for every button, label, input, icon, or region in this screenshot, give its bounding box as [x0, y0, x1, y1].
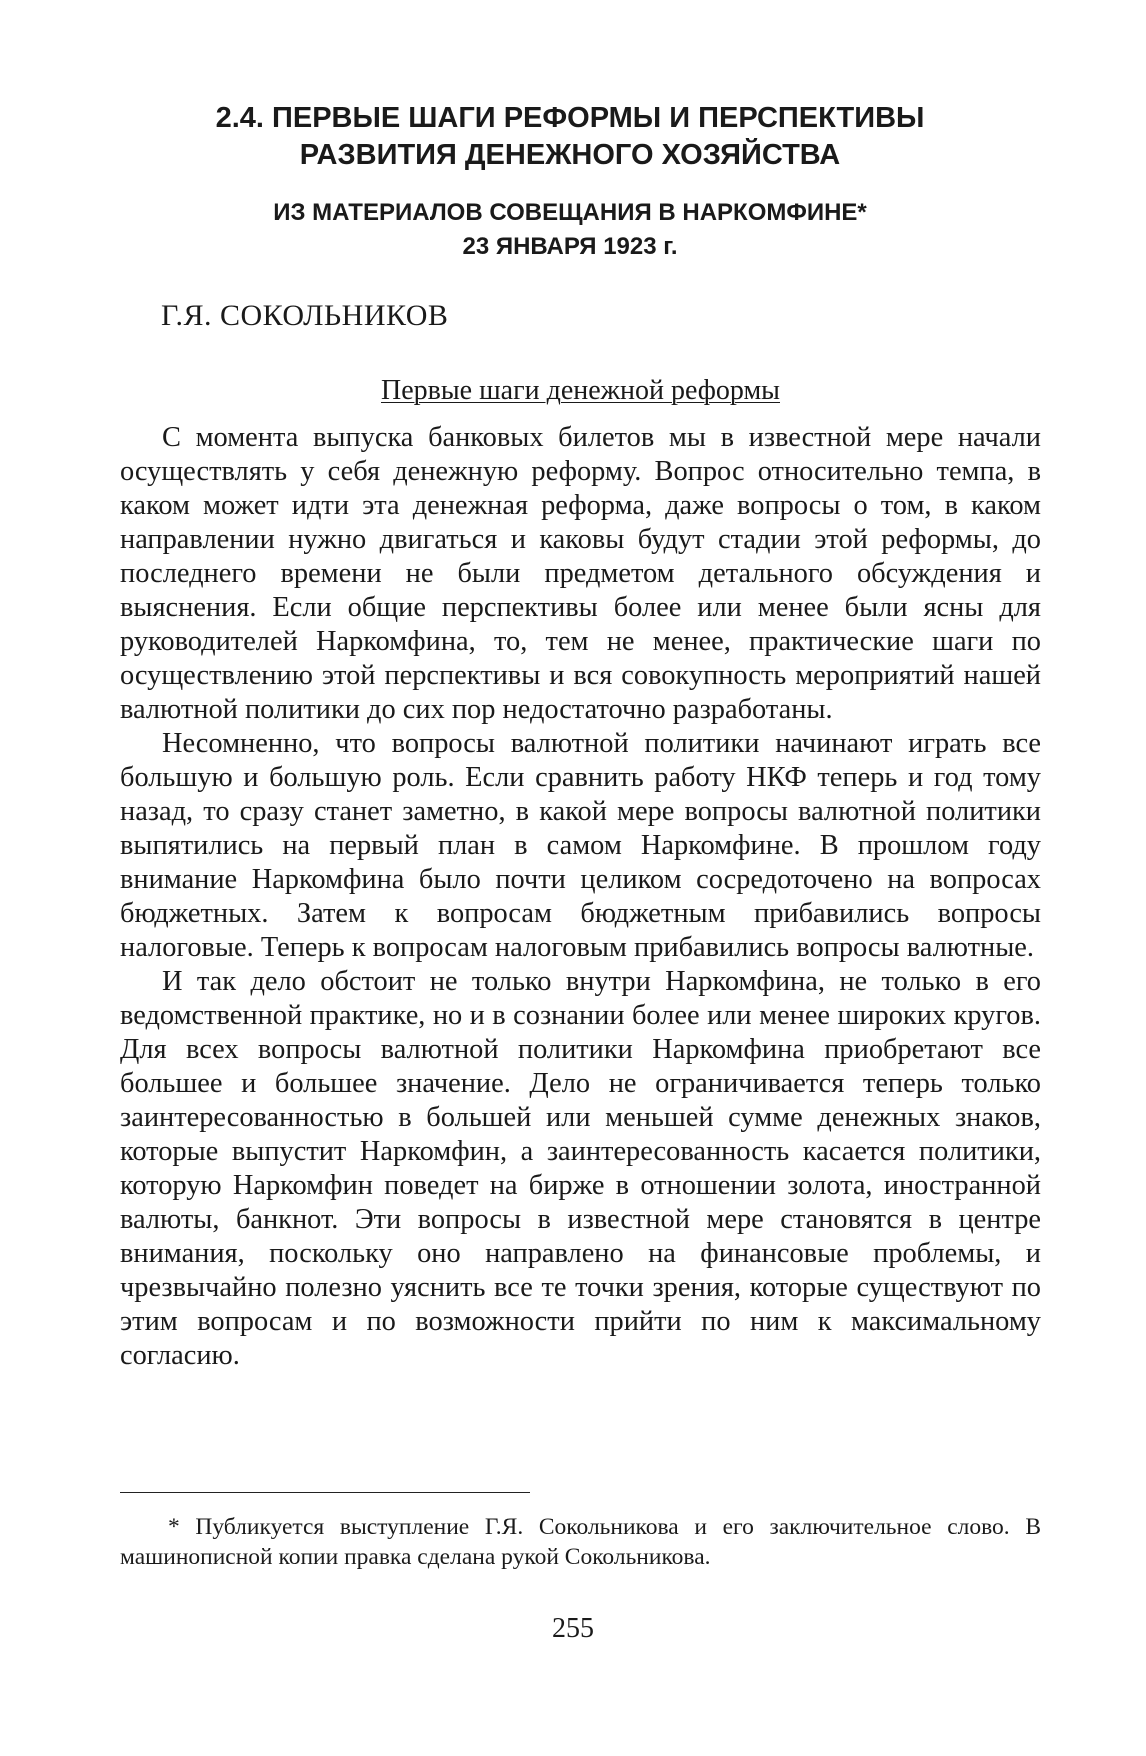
- body-text: [120, 421, 1041, 1373]
- document-subtitle: [120, 196, 1020, 264]
- section-title: [120, 100, 1020, 174]
- subtitle-line-1: ИЗ МАТЕРИАЛОВ СОВЕЩАНИЯ В НАРКОМФИНЕ*: [273, 199, 867, 226]
- subtitle-line-2: 23 ЯНВАРЯ 1923 г.: [462, 233, 678, 260]
- paragraph-1: С момента выпуска банковых билетов мы в известной мере начали осуществлять у себя денежную реформу. Вопрос относительно темпа, в каком может идти эта денежная реформа, даже вопросы о том, в каком направлении нужно двигаться и каковы будут стадии этой реформы, до последнего времени не были предметом детального обсуждения и выяснения. Если общие перспективы более или менее были ясны для руководителей Наркомфина, то, тем не менее, практические шаги по осуществлению этой перспективы и вся совокупность мероприятий нашей валютной политики до сих пор недостаточно разработаны.: [120, 422, 1041, 725]
- paragraph-2: Несомненно, что вопросы валютной политики начинают играть все большую и большую роль. Если сравнить работу НКФ теперь и год тому назад, то сразу станет заметно, в какой мере вопросы валютной политики выпятились на первый план в самом Наркомфине. В прошлом году внимание Наркомфина было почти целиком сосредоточено на вопросах бюджетных. Затем к вопросам бюджетным прибавились вопросы налоговые. Теперь к вопросам налоговым прибавились вопросы валютные.: [120, 728, 1041, 963]
- author-name: Г.Я. СОКОЛЬНИКОВ: [161, 299, 449, 332]
- page-number: 255: [552, 1613, 594, 1644]
- footnote-divider: [120, 1492, 530, 1493]
- subsection-title-text: Первые шаги денежной реформы: [381, 375, 780, 406]
- paragraph-3: И так дело обстоит не только внутри Наркомфина, не только в его ведомственной практике, но и в сознании более или менее широких кругов. Для всех вопросы валютной политики Наркомфина приобретают все большее и большее значение. Дело не ограничивается теперь только заинтересованностью в большей или меньшей сумме денежных знаков, которые выпустит Наркомфин, а заинтересованность касается политики, которую Наркомфин поведет на бирже в отношении золота, иностранной валюты, банкнот. Эти вопросы в известной мере становятся в центре внимания, поскольку оно направлено на финансовые проблемы, и чрезвычайно полезно уяснить все те точки зрения, которые существуют по этим вопросам и по возможности прийти по ним к максимальному согласию.: [120, 966, 1041, 1371]
- section-title-line-1: 2.4. ПЕРВЫЕ ШАГИ РЕФОРМЫ И ПЕРСПЕКТИВЫ: [215, 102, 925, 134]
- section-title-line-2: РАЗВИТИЯ ДЕНЕЖНОГО ХОЗЯЙСТВА: [299, 139, 841, 171]
- subsection-title: [120, 374, 1041, 408]
- footnote: * Публикуется выступление Г.Я. Сокольникова и его заключительное слово. В машинописной копии правка сделана рукой Сокольникова.: [120, 1514, 1041, 1570]
